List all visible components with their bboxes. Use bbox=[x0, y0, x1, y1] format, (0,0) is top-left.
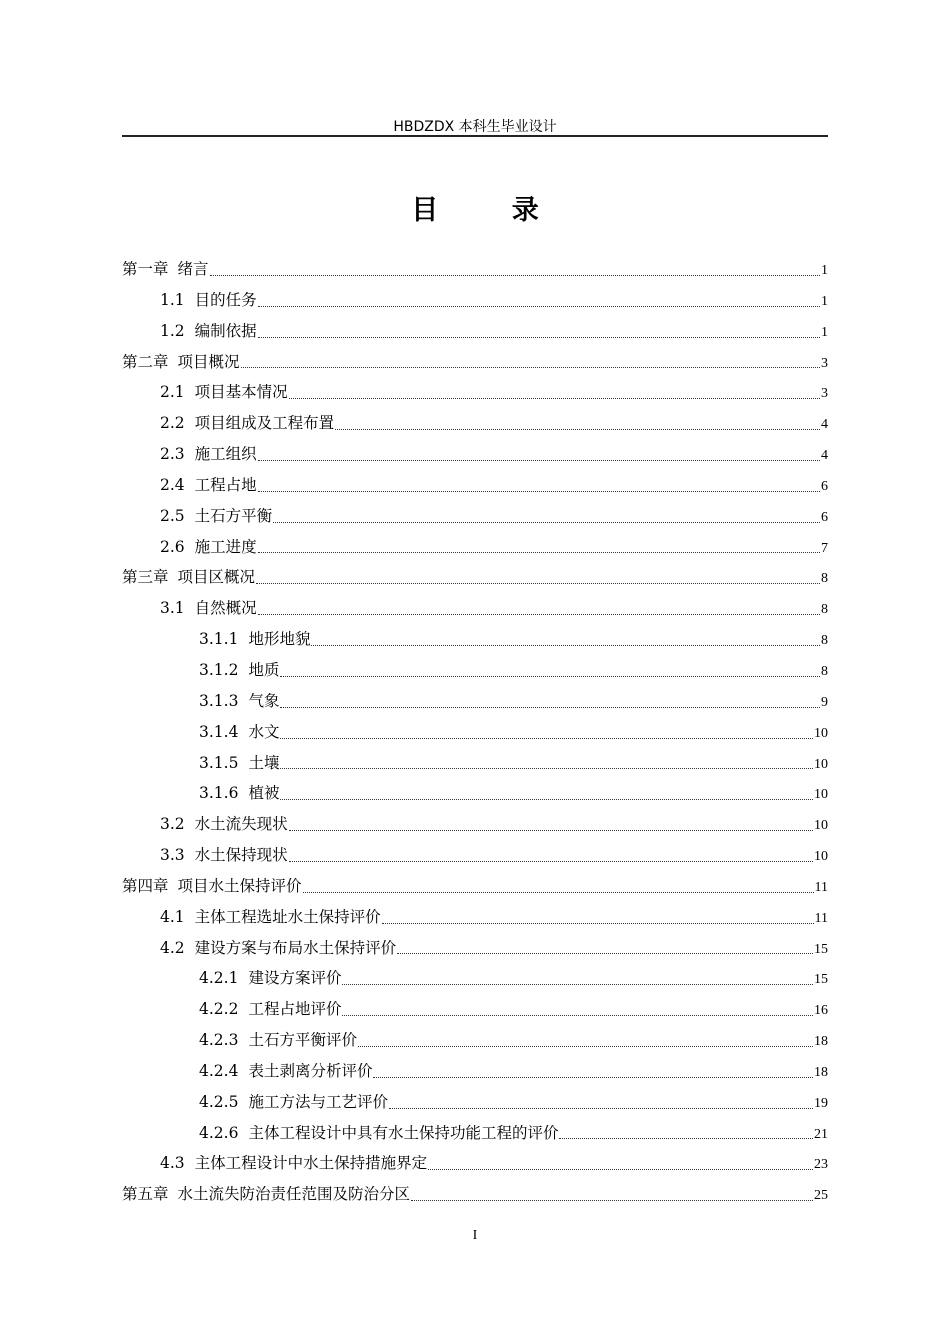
toc-entry-number: 第二章 bbox=[122, 352, 169, 371]
dot-leader bbox=[373, 1077, 813, 1078]
toc-entry[interactable] bbox=[122, 1118, 828, 1149]
toc-entry-label: 地质 bbox=[248, 660, 280, 679]
toc-entry-page: 4 bbox=[821, 417, 828, 433]
toc-entry-page: 1 bbox=[821, 263, 828, 278]
toc-entry-page: 18 bbox=[814, 1064, 828, 1080]
toc-entry-label: 工程占地评价 bbox=[248, 1000, 342, 1019]
toc-title: 目 录 bbox=[411, 195, 571, 226]
toc-entry[interactable] bbox=[122, 1025, 828, 1056]
toc-entry-page: 21 bbox=[814, 1126, 828, 1142]
toc-entry[interactable] bbox=[122, 748, 828, 779]
toc-entry-page: 16 bbox=[814, 1003, 828, 1019]
dot-leader bbox=[280, 707, 820, 708]
dot-leader bbox=[342, 1015, 813, 1016]
toc-entry-label: 主体工程设计中具有水土保持功能工程的评价 bbox=[248, 1123, 559, 1142]
dot-leader bbox=[289, 398, 820, 399]
toc-entry-number: 1.1 bbox=[160, 290, 185, 309]
toc-entry-label: 水土流失现状 bbox=[194, 815, 288, 834]
toc-entry-page: 4 bbox=[821, 448, 828, 464]
toc-entry[interactable] bbox=[122, 717, 828, 748]
toc-entry[interactable] bbox=[122, 562, 828, 593]
toc-entry-label: 绪言 bbox=[177, 260, 209, 278]
toc-entry-number: 2.3 bbox=[160, 445, 185, 464]
toc-entry-label: 施工方法与工艺评价 bbox=[248, 1092, 388, 1111]
toc-entry-label: 项目区概况 bbox=[177, 568, 256, 587]
toc-entry[interactable] bbox=[122, 809, 828, 840]
toc-entry[interactable] bbox=[122, 347, 828, 378]
dot-leader bbox=[411, 1200, 813, 1201]
toc-entry-label: 施工组织 bbox=[194, 445, 257, 464]
toc-entry-number: 3.1.1 bbox=[199, 630, 239, 649]
toc-entry-page: 3 bbox=[821, 355, 828, 371]
dot-leader bbox=[258, 337, 820, 338]
toc-entry-page: 8 bbox=[821, 571, 828, 587]
toc-entry-page: 8 bbox=[821, 663, 828, 679]
dot-leader bbox=[397, 953, 813, 954]
table-of-contents bbox=[122, 254, 828, 1210]
toc-entry-number: 1.2 bbox=[160, 321, 185, 340]
toc-entry-number: 2.4 bbox=[160, 475, 185, 494]
toc-entry[interactable] bbox=[122, 840, 828, 871]
toc-entry[interactable] bbox=[122, 470, 828, 501]
toc-entry-number: 4.2.6 bbox=[199, 1123, 239, 1142]
dot-leader bbox=[389, 1108, 813, 1109]
toc-entry-label: 表土剥离分析评价 bbox=[248, 1061, 373, 1080]
toc-entry-page: 8 bbox=[821, 633, 828, 649]
toc-entry-label: 气象 bbox=[248, 691, 280, 710]
toc-entry[interactable] bbox=[122, 593, 828, 624]
dot-leader bbox=[280, 768, 813, 769]
toc-entry-label: 项目组成及工程布置 bbox=[194, 414, 335, 433]
toc-entry-label: 项目水土保持评价 bbox=[177, 876, 302, 895]
toc-entry[interactable] bbox=[122, 871, 828, 902]
toc-entry-label: 植被 bbox=[248, 784, 280, 803]
toc-entry-page: 25 bbox=[814, 1188, 828, 1204]
page-number: I bbox=[472, 1228, 478, 1243]
toc-entry-page: 10 bbox=[814, 787, 828, 803]
toc-entry-number: 第四章 bbox=[122, 876, 169, 895]
toc-entry-number: 2.6 bbox=[160, 537, 185, 556]
toc-entry-number: 4.2.1 bbox=[199, 969, 239, 988]
toc-entry-page: 1 bbox=[821, 293, 828, 309]
toc-entry-label: 土石方平衡评价 bbox=[248, 1031, 357, 1050]
dot-leader bbox=[289, 861, 813, 862]
toc-entry-page: 10 bbox=[814, 818, 828, 834]
toc-entry-label: 主体工程设计中水土保持措施界定 bbox=[194, 1154, 428, 1173]
toc-entry-number: 4.3 bbox=[160, 1154, 185, 1173]
toc-entry-number: 2.5 bbox=[160, 506, 185, 525]
toc-entry-label: 编制依据 bbox=[194, 321, 257, 340]
toc-entry-number: 3.3 bbox=[160, 846, 185, 865]
toc-entry[interactable] bbox=[122, 994, 828, 1025]
toc-entry-page: 7 bbox=[821, 540, 828, 556]
toc-entry[interactable] bbox=[122, 1148, 828, 1179]
toc-entry[interactable] bbox=[122, 933, 828, 964]
toc-entry-number: 2.1 bbox=[160, 383, 185, 402]
toc-entry[interactable] bbox=[122, 963, 828, 994]
dot-leader bbox=[342, 984, 813, 985]
toc-entry[interactable] bbox=[122, 377, 828, 408]
toc-entry-page: 6 bbox=[821, 478, 828, 494]
toc-entry[interactable] bbox=[122, 655, 828, 686]
toc-entry[interactable] bbox=[122, 778, 828, 809]
toc-entry[interactable] bbox=[122, 624, 828, 655]
toc-entry[interactable] bbox=[122, 1087, 828, 1118]
toc-entry-number: 3.2 bbox=[160, 815, 185, 834]
dot-leader bbox=[289, 830, 813, 831]
header-rule bbox=[122, 135, 828, 137]
dot-leader bbox=[258, 460, 820, 461]
toc-entry-number: 3.1.4 bbox=[199, 722, 239, 741]
dot-leader bbox=[241, 367, 820, 368]
toc-entry-page: 18 bbox=[814, 1034, 828, 1050]
toc-entry-number: 3.1.3 bbox=[199, 691, 239, 710]
toc-entry-label: 地形地貌 bbox=[248, 630, 311, 649]
toc-entry-page: 10 bbox=[814, 725, 828, 741]
toc-entry-number: 第一章 bbox=[122, 260, 169, 278]
toc-entry-page: 23 bbox=[814, 1157, 828, 1173]
toc-entry[interactable] bbox=[122, 686, 828, 717]
dot-leader bbox=[258, 552, 820, 553]
toc-entry[interactable] bbox=[122, 285, 828, 316]
toc-entry-page: 10 bbox=[814, 756, 828, 772]
toc-entry-label: 目的任务 bbox=[194, 290, 257, 309]
toc-entry-label: 项目概况 bbox=[177, 352, 240, 371]
toc-entry-label: 土石方平衡 bbox=[194, 506, 273, 525]
toc-entry-page: 11 bbox=[814, 910, 828, 926]
toc-entry-number: 3.1 bbox=[160, 599, 185, 618]
toc-entry-number: 3.1.5 bbox=[199, 753, 239, 772]
toc-entry-label: 项目基本情况 bbox=[194, 383, 288, 402]
toc-entry-label: 自然概况 bbox=[194, 599, 257, 618]
toc-entry[interactable] bbox=[122, 1056, 828, 1087]
toc-entry-number: 第三章 bbox=[122, 568, 169, 587]
toc-entry-label: 土壤 bbox=[248, 753, 280, 772]
toc-entry-label: 主体工程选址水土保持评价 bbox=[194, 907, 381, 926]
toc-entry-page: 10 bbox=[814, 849, 828, 865]
toc-entry[interactable] bbox=[122, 902, 828, 933]
toc-entry-number: 第五章 bbox=[122, 1185, 169, 1204]
dot-leader bbox=[428, 1169, 813, 1170]
dot-leader bbox=[303, 892, 814, 893]
toc-entry-page: 6 bbox=[821, 509, 828, 525]
toc-entry-number: 3.1.2 bbox=[199, 660, 239, 679]
dot-leader bbox=[382, 923, 814, 924]
dot-leader bbox=[210, 275, 820, 276]
toc-entry-number: 2.2 bbox=[160, 414, 185, 433]
toc-entry-number: 4.1 bbox=[160, 907, 185, 926]
dot-leader bbox=[258, 614, 820, 615]
toc-entry-page: 1 bbox=[821, 324, 828, 340]
dot-leader bbox=[258, 306, 820, 307]
dot-leader bbox=[311, 645, 820, 646]
toc-entry-page: 11 bbox=[814, 879, 828, 895]
toc-entry-page: 8 bbox=[821, 602, 828, 618]
toc-entry-label: 建设方案评价 bbox=[248, 969, 342, 988]
dot-leader bbox=[280, 738, 813, 739]
toc-entry-page: 15 bbox=[814, 941, 828, 957]
toc-entry-label: 水土流失防治责任范围及防治分区 bbox=[177, 1185, 411, 1204]
toc-entry-number: 4.2.4 bbox=[199, 1061, 239, 1080]
dot-leader bbox=[280, 676, 820, 677]
toc-entry-page: 19 bbox=[814, 1095, 828, 1111]
dot-leader bbox=[559, 1138, 813, 1139]
toc-entry[interactable] bbox=[122, 1179, 828, 1210]
dot-leader bbox=[335, 429, 820, 430]
toc-entry-page: 9 bbox=[821, 694, 828, 710]
toc-entry-label: 工程占地 bbox=[194, 475, 257, 494]
dot-leader bbox=[273, 522, 820, 523]
dot-leader bbox=[258, 491, 820, 492]
dot-leader bbox=[358, 1046, 813, 1047]
toc-entry[interactable] bbox=[122, 316, 828, 347]
toc-entry-label: 水文 bbox=[248, 722, 280, 741]
toc-entry[interactable] bbox=[122, 532, 828, 563]
toc-entry-number: 4.2.3 bbox=[199, 1031, 239, 1050]
toc-entry-label: 建设方案与布局水土保持评价 bbox=[194, 938, 397, 957]
toc-entry[interactable] bbox=[122, 408, 828, 439]
running-header: HBDZDX 本科生毕业设计 bbox=[393, 119, 557, 135]
toc-entry-label: 水土保持现状 bbox=[194, 846, 288, 865]
toc-entry-number: 4.2 bbox=[160, 938, 185, 957]
toc-entry-number: 4.2.2 bbox=[199, 1000, 239, 1019]
dot-leader bbox=[280, 799, 813, 800]
toc-entry[interactable] bbox=[122, 254, 828, 285]
toc-entry-label: 施工进度 bbox=[194, 537, 257, 556]
toc-entry[interactable] bbox=[122, 439, 828, 470]
toc-entry-page: 15 bbox=[814, 972, 828, 988]
toc-entry-number: 3.1.6 bbox=[199, 784, 239, 803]
toc-entry-page: 3 bbox=[821, 386, 828, 402]
toc-entry[interactable] bbox=[122, 501, 828, 532]
dot-leader bbox=[256, 583, 820, 584]
toc-entry-number: 4.2.5 bbox=[199, 1092, 239, 1111]
